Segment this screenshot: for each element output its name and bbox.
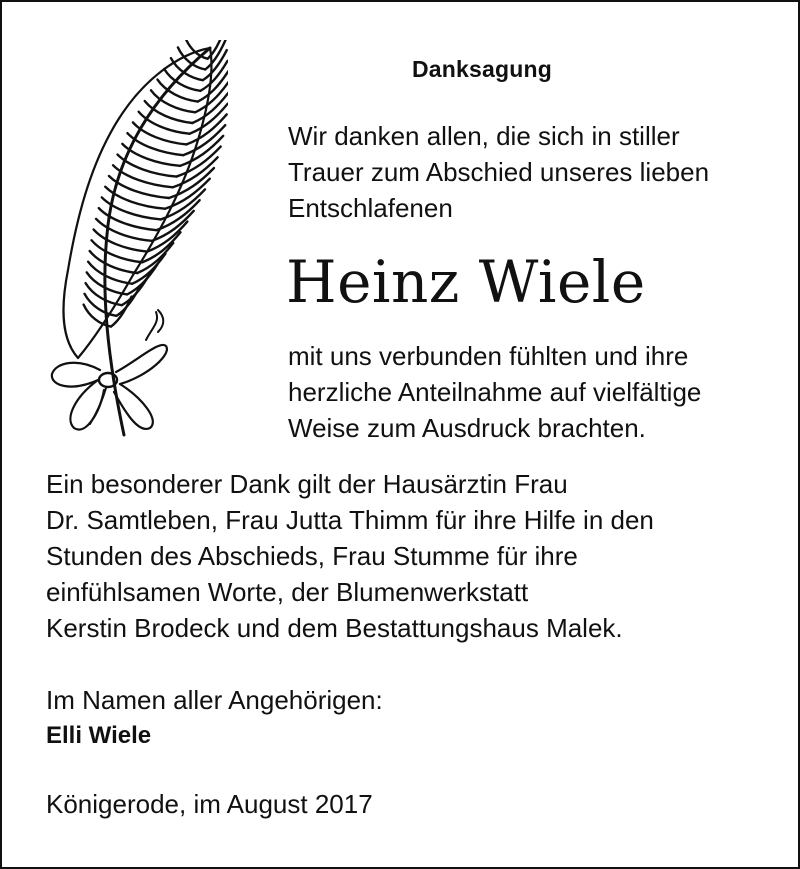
special-thanks-line: Kerstin Brodeck und dem Bestattungshaus Malek. — [46, 613, 623, 643]
feather-barb — [205, 40, 226, 69]
feather-with-ribbon-icon — [38, 40, 228, 445]
gratitude-line: herzliche Anteilnahme auf vielfältige — [288, 377, 702, 407]
place-date: Königerode, im August 2017 — [46, 789, 373, 819]
feather-barb — [200, 61, 227, 91]
intro-line: Trauer zum Abschied unseres lieben — [288, 157, 710, 187]
special-thanks-line: Dr. Samtleben, Frau Jutta Thimm für ihre Hilfe in den — [46, 505, 654, 535]
special-thanks-text — [46, 466, 786, 646]
signature: Elli Wiele — [46, 722, 152, 749]
gratitude-line: Weise zum Ausdruck brachten. — [288, 413, 646, 443]
special-thanks-line: Stunden des Abschieds, Frau Stumme für ihre — [46, 541, 578, 571]
intro-line: Wir danken allen, die sich in stiller — [288, 121, 680, 151]
special-thanks-line: Ein besonderer Dank gilt der Hausärztin Frau — [46, 469, 568, 499]
gratitude-line: mit uns verbunden fühlten und ihre — [288, 341, 689, 371]
notice-heading: Danksagung — [412, 56, 553, 82]
feather-barb — [203, 50, 227, 80]
intro-text — [288, 118, 788, 226]
deceased-name: Heinz Wiele — [286, 248, 646, 316]
special-thanks-line: einfühlsamen Worte, der Blumenwerkstatt — [46, 577, 529, 607]
gratitude-text — [288, 338, 788, 446]
intro-line: Entschlafenen — [288, 193, 453, 223]
on-behalf-line: Im Namen aller Angehörigen: — [46, 685, 383, 715]
